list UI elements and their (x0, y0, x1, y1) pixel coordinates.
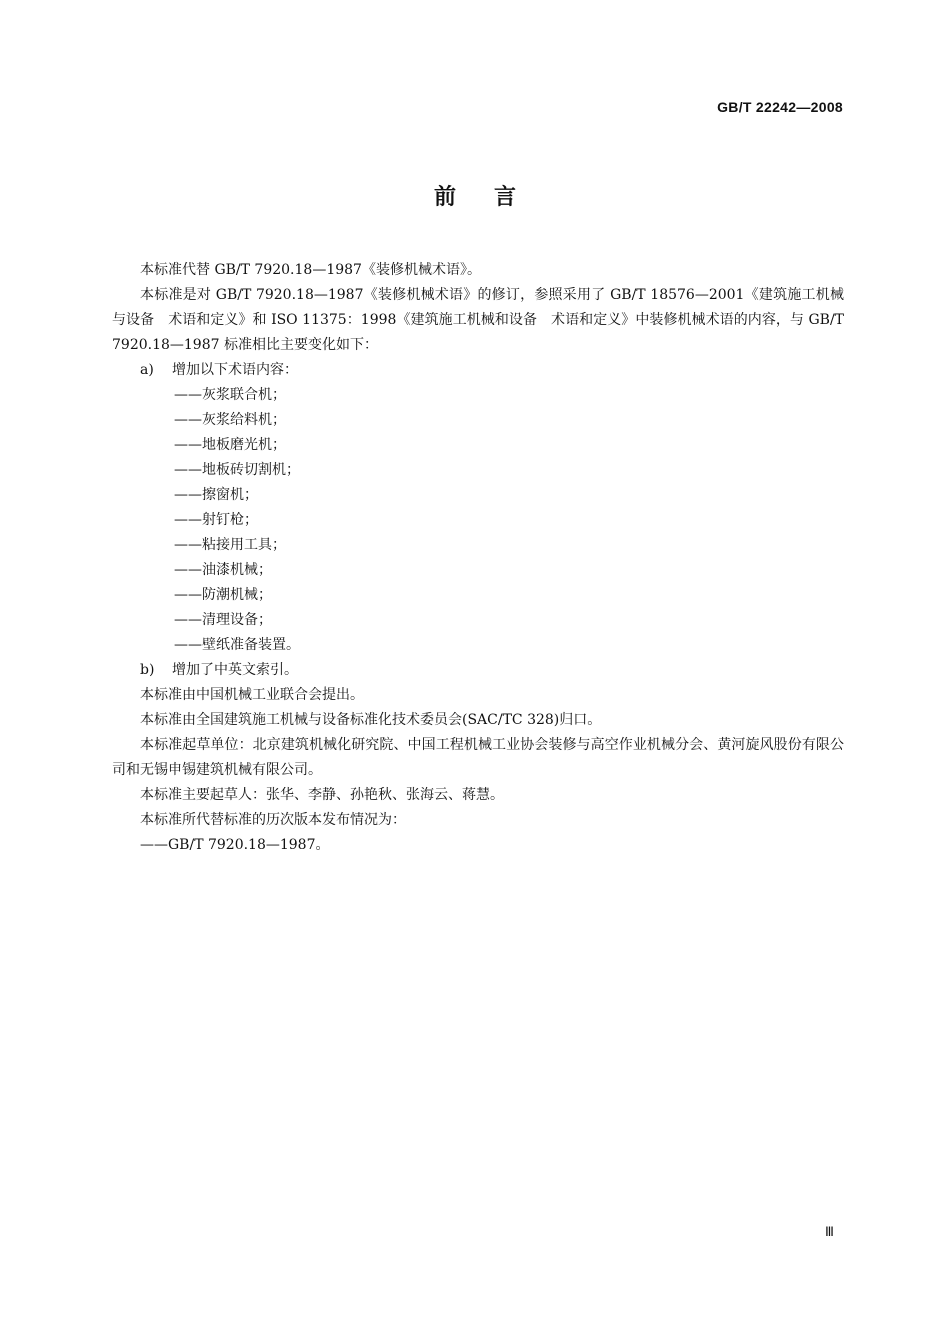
term-item: ——擦窗机； (174, 487, 258, 503)
term-item: ——灰浆给料机； (174, 412, 286, 428)
paragraph-revision: 本标准是对 GB/T 7920.18—1987《装修机械术语》的修订，参照采用了 GB/T 18576—2001《建筑施工机械与设备 术语和定义》和 ISO 11375：1998《建筑施工机械和设备 术语和定义》中装修机械术语的内容，与 GB/T 7920.18—1987 标准相比主要变化如下： (112, 287, 844, 353)
term-item: ——地板砖切割机； (174, 462, 300, 478)
term-item: ——清理设备； (174, 612, 272, 628)
list-item-a (112, 358, 844, 383)
paragraph-replaces: 本标准代替 GB/T 7920.18—1987《装修机械术语》。 (140, 262, 481, 278)
history-item: ——GB/T 7920.18—1987。 (140, 837, 330, 853)
list-text-b: 增加了中英文索引。 (172, 662, 298, 678)
list-item-b (112, 658, 844, 683)
paragraph-drafting-units: 本标准起草单位：北京建筑机械化研究院、中国工程机械工业协会装修与高空作业机械分会、黄河旋风股份有限公司和无锡申锡建筑机械有限公司。 (112, 737, 844, 778)
term-item: ——油漆机械； (174, 562, 272, 578)
paragraph-committee: 本标准由全国建筑施工机械与设备标准化技术委员会(SAC/TC 328)归口。 (140, 712, 602, 728)
term-item: ——壁纸准备装置。 (174, 637, 300, 653)
paragraph-drafters: 本标准主要起草人：张华、李静、孙艳秋、张海云、蒋慧。 (140, 787, 504, 803)
page-title: 前言 (433, 185, 554, 210)
term-item: ——防潮机械； (174, 587, 272, 603)
term-item: ——灰浆联合机； (174, 387, 286, 403)
standard-code: GB/T 22242—2008 (717, 99, 843, 115)
list-text-a: 增加以下术语内容： (172, 362, 298, 378)
list-marker-b: b) (140, 662, 155, 678)
paragraph-history: 本标准所代替标准的历次版本发布情况为： (140, 812, 406, 828)
list-marker-a: a) (140, 362, 154, 378)
page-number: Ⅲ (825, 1224, 834, 1239)
document-body (112, 258, 844, 858)
paragraph-proposer: 本标准由中国机械工业联合会提出。 (140, 687, 364, 703)
term-item: ——粘接用工具； (174, 537, 286, 553)
term-item: ——地板磨光机； (174, 437, 286, 453)
term-item: ——射钉枪； (174, 512, 258, 528)
